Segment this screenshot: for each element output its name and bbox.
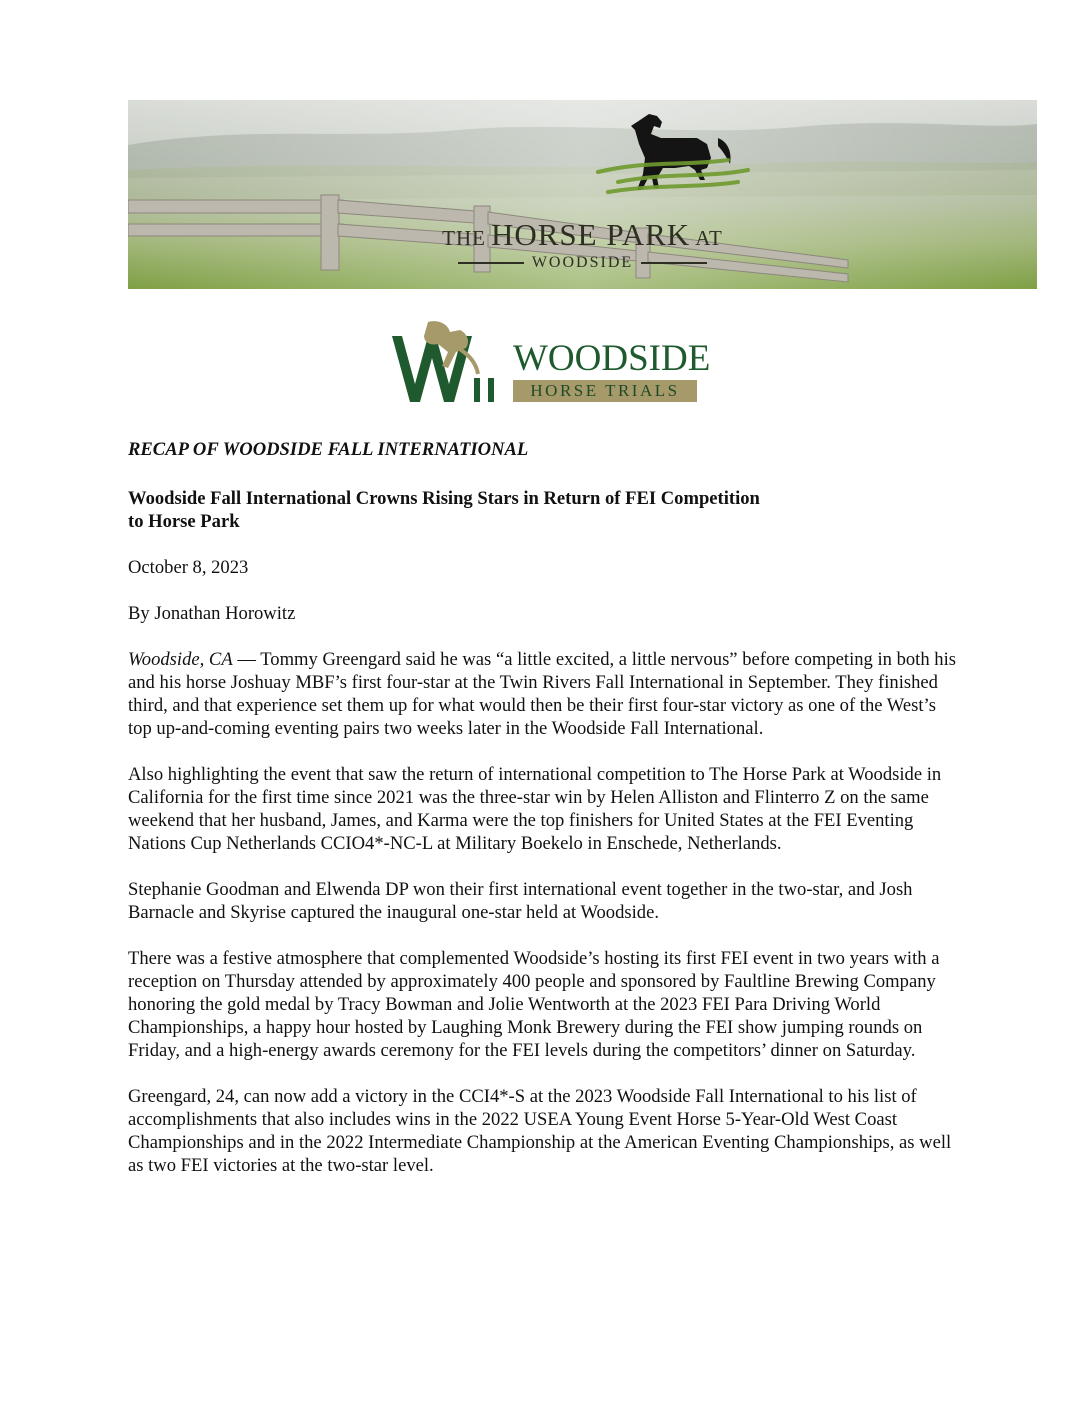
logo-band: HORSE TRIALS [513, 380, 697, 402]
woodside-horse-trials-logo [388, 318, 711, 408]
wht-monogram-icon [388, 318, 513, 408]
article-paragraph: There was a festive atmosphere that complemented Woodside’s hosting its first FEI event in two years with a reception on Thursday attended by approximately 400 people and sponsored by Faultline Brewing Company honoring the gold medal by Tracy Bowman and Jolie Wentworth at the 2023 FEI Para Driving World Championships, a happy hour hosted by Laughing Monk Brewery during the FEI show jumping rounds on Friday, and a high-energy awards ceremony for the FEI levels during the competitors’ dinner on Saturday. [128, 948, 940, 1061]
divider [641, 262, 707, 264]
article-paragraph: Woodside, CA — Tommy Greengard said he was “a little excited, a little nervous” before competing in both his and his horse Joshuay MBF’s first four-star at the Twin Rivers Fall International in September. They finished third, and that experience set them up for what would then be their first four-star victory as one of the West’s top up-and-coming eventing pairs two weeks later in the Woodside Fall International. [128, 649, 956, 739]
article-date: October 8, 2023 [128, 557, 249, 578]
horse-park-banner [128, 100, 1037, 289]
banner-subtitle: WOODSIDE [128, 254, 1037, 272]
article-kicker: RECAP OF WOODSIDE FALL INTERNATIONAL [128, 439, 529, 460]
article-headline: Woodside Fall International Crowns Rising Stars in Return of FEI Competition to Horse Park [128, 488, 760, 532]
banner-title: THE HORSE PARK AT [442, 217, 723, 252]
article-body [128, 438, 958, 1177]
divider [458, 262, 524, 264]
logo-wordmark: WOODSIDE [513, 338, 711, 379]
article-dateline: Woodside, CA [128, 649, 233, 670]
article-byline: By Jonathan Horowitz [128, 603, 296, 624]
article-paragraph: Also highlighting the event that saw the return of international competition to The Horse Park at Woodside in California for the first time since 2021 was the three-star win by Helen Alliston and Flinterro Z on the same weekend that her husband, James, and Karma were the top finishers for United States at the FEI Eventing Nations Cup Netherlands CCIO4*-NC-L at Military Boekelo in Enschede, Netherlands. [128, 764, 942, 854]
article-paragraph: Stephanie Goodman and Elwenda DP won their first international event together in the two-star, and Josh Barnacle and Skyrise captured the inaugural one-star held at Woodside. [128, 879, 913, 923]
article-paragraph: Greengard, 24, can now add a victory in the CCI4*-S at the 2023 Woodside Fall International to his list of accomplishments that also includes wins in the 2022 USEA Young Event Horse 5-Year-Old West Coast Championships and in the 2022 Intermediate Championship at the American Eventing Championships, as well as two FEI victories at the two-star level. [128, 1086, 952, 1176]
